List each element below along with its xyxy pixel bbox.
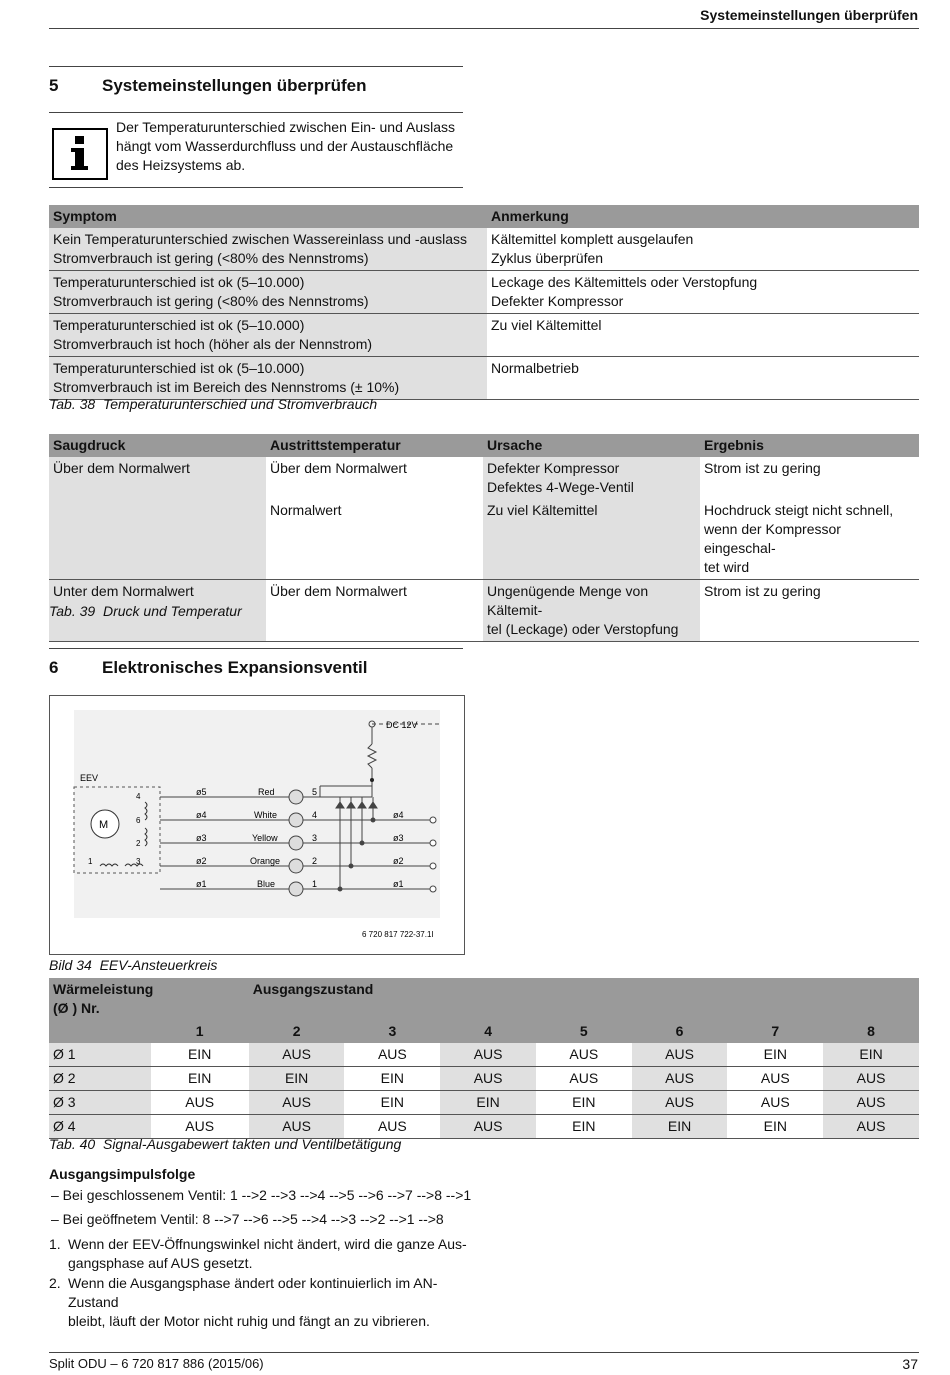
cell-text: tet wird: [704, 559, 750, 575]
col-number: 4: [484, 1023, 492, 1039]
motor-label: M: [99, 819, 109, 831]
table-row: [49, 1067, 919, 1091]
section6-number: 6: [49, 658, 59, 677]
header-rule: [49, 28, 919, 29]
table-40: [49, 978, 919, 1139]
section5-mid-rule: [49, 112, 463, 113]
table-38: [49, 205, 919, 400]
cell-text: AUS: [823, 1067, 919, 1091]
phase-label: ø5: [196, 787, 207, 797]
row-label: Ø 4: [49, 1115, 151, 1139]
figure-code: 6 720 817 722-37.1I: [362, 930, 434, 939]
footer-doc-id: Split ODU – 6 720 817 886 (2015/06): [49, 1356, 264, 1371]
table-row: [49, 314, 919, 357]
dc-label: DC 12V: [386, 720, 418, 730]
phase-label: ø2: [393, 856, 404, 866]
section5-bottom-rule: [49, 187, 463, 188]
cell-text: tel (Leckage) oder Verstopfung: [487, 621, 679, 637]
cell-text: Über dem Normalwert: [266, 457, 483, 499]
wire-label: Red: [258, 787, 275, 797]
cell-text: Temperaturunterschied ist ok (5–10.000): [53, 274, 305, 290]
cell-text: AUS: [727, 1091, 823, 1115]
wire-label: Orange: [250, 856, 281, 866]
cell-text: EIN: [536, 1115, 632, 1139]
list-item: Wenn der EEV-Öffnungswinkel nicht ändert, wird die ganze Aus- gangsphase auf AUS gesetzt.: [68, 1236, 467, 1271]
footer-rule: [49, 1352, 919, 1353]
table-row: [49, 1091, 919, 1115]
phase-label: ø1: [393, 879, 404, 889]
cell-text: EIN: [440, 1091, 536, 1115]
cell-text: EIN: [344, 1091, 440, 1115]
phase-label: ø1: [196, 879, 207, 889]
pin-label: 1: [88, 857, 93, 866]
phase-label: ø3: [393, 833, 404, 843]
table39-header-ergebnis: Ergebnis: [700, 434, 919, 457]
cell-text: Zu viel Kältemittel: [483, 499, 700, 580]
impulse-closed: – Bei geschlossenem Ventil: 1 -->2 -->3 -->4 -->5 -->6 -->7 -->8 -->1: [51, 1187, 472, 1203]
page-number: 37: [902, 1356, 918, 1372]
figure34-caption: Bild 34 EEV-Ansteuerkreis: [49, 957, 218, 973]
table39-caption: Tab. 39 Druck und Temperatur: [49, 603, 242, 619]
section6-title: Elektronisches Expansionsventil: [102, 658, 368, 677]
cell-text: AUS: [823, 1115, 919, 1139]
cell-text: EIN: [823, 1043, 919, 1067]
cell-text: Kältemittel komplett ausgelaufen: [491, 231, 694, 247]
cell-text: AUS: [440, 1115, 536, 1139]
cell-text: Stromverbrauch ist gering (<80% des Nennstroms): [53, 250, 369, 266]
table40-colnums: [49, 1020, 919, 1043]
table-row: [49, 228, 919, 271]
cell-text: AUS: [344, 1115, 440, 1139]
row-label: Ø 2: [49, 1067, 151, 1091]
table40-header-left: Wärmeleistung (Ø ) Nr.: [49, 978, 249, 1020]
cell-text: Defekter Kompressor: [491, 293, 624, 309]
col-number: 5: [579, 1023, 588, 1039]
table38-caption: Tab. 38 Temperaturunterschied und Stromverbrauch: [49, 396, 378, 412]
cell-text: Kein Temperaturunterschied zwischen Wassereinlass und -auslass: [53, 231, 467, 247]
section5-title: Systemeinstellungen überprüfen: [102, 76, 367, 95]
cell-text: Zyklus überprüfen: [491, 250, 604, 266]
list-item-number: 2.: [49, 1275, 61, 1291]
pin-label: 4: [136, 792, 141, 801]
cell-text: Normalbetrieb: [491, 360, 579, 376]
wire-label: Yellow: [252, 833, 278, 843]
cell-text: Stromverbrauch ist gering (<80% des Nennstroms): [53, 293, 369, 309]
table40-caption: Tab. 40 Signal-Ausgabewert takten und Ventilbetätigung: [49, 1136, 402, 1152]
cell-text: EIN: [249, 1067, 345, 1091]
cell-text: Leckage des Kältemittels oder Verstopfung: [491, 274, 758, 290]
cell-text: Ungenügende Menge von Kältemit-: [487, 583, 649, 618]
cell-text: Zu viel Kältemittel: [491, 317, 602, 333]
eev-circuit-figure: [49, 695, 465, 955]
running-header: Systemeinstellungen überprüfen: [700, 7, 918, 23]
pin-label: 6: [136, 816, 141, 825]
connector-number: 2: [312, 856, 318, 866]
section6-top-rule: [49, 648, 463, 649]
table-row: [49, 457, 919, 499]
cell-text: Defektes 4-Wege-Ventil: [487, 479, 634, 495]
list-item: Wenn die Ausgangsphase ändert oder kontinuierlich im AN-Zustand bleibt, läuft der Motor nicht ruhig und fängt an zu vibrieren.: [68, 1275, 438, 1329]
row-label: Ø 1: [49, 1043, 151, 1067]
section5-number: 5: [49, 76, 59, 95]
cell-text: Temperaturunterschied ist ok (5–10.000): [53, 360, 305, 376]
cell-text: AUS: [632, 1043, 728, 1067]
cell-text: EIN: [151, 1043, 249, 1067]
cell-text: AUS: [440, 1067, 536, 1091]
cell-text: Normalwert: [266, 499, 483, 580]
table40-header-right: Ausgangszustand: [249, 978, 919, 1020]
cell-text: AUS: [632, 1091, 728, 1115]
col-number: 8: [867, 1023, 875, 1039]
cell-text: AUS: [249, 1091, 345, 1115]
list-item-number: 1.: [49, 1236, 61, 1252]
cell-text: wenn der Kompressor eingeschal-: [704, 521, 841, 556]
cell-text: EIN: [536, 1091, 632, 1115]
wire-label: White: [254, 810, 278, 820]
table-row: [49, 1115, 919, 1139]
cell-text: EIN: [632, 1115, 728, 1139]
connector-number: 4: [312, 810, 318, 820]
cell-text: Über dem Normalwert: [49, 457, 266, 580]
cell-text: Hochdruck steigt nicht schnell,: [704, 502, 894, 518]
impulse-heading: Ausgangsimpulsfolge: [49, 1166, 196, 1182]
phase-label: ø4: [196, 810, 207, 820]
wire-label: Blue: [257, 879, 276, 889]
connector-number: 5: [312, 787, 318, 797]
cell-text: Strom ist zu gering: [700, 457, 919, 499]
cell-text: Unter dem Normalwert: [49, 580, 266, 642]
cell-text: AUS: [151, 1115, 249, 1139]
cell-text: AUS: [632, 1067, 728, 1091]
connector-number: 1: [312, 879, 318, 889]
table-row: [49, 357, 919, 400]
table39-header-ursache: Ursache: [483, 434, 700, 457]
phase-label: ø4: [393, 810, 404, 820]
col-number: 1: [195, 1023, 204, 1039]
cell-text: Stromverbrauch ist im Bereich des Nennstroms (± 10%): [53, 379, 400, 395]
col-number: 7: [771, 1023, 780, 1039]
eev-label: EEV: [80, 773, 99, 783]
info-icon: [52, 128, 108, 180]
pin-label: 2: [136, 839, 141, 848]
cell-text: AUS: [536, 1043, 632, 1067]
impulse-open: – Bei geöffnetem Ventil: 8 -->7 -->6 -->5 -->4 -->3 -->2 -->1 -->8: [51, 1211, 444, 1227]
cell-text: AUS: [249, 1115, 345, 1139]
cell-text: Über dem Normalwert: [266, 580, 483, 642]
col-number: 2: [292, 1023, 301, 1039]
cell-text: AUS: [823, 1091, 919, 1115]
table-row: [49, 1043, 919, 1067]
cell-text: EIN: [727, 1115, 823, 1139]
cell-text: Defekter Kompressor: [487, 460, 620, 476]
phase-label: ø3: [196, 833, 207, 843]
cell-text: AUS: [249, 1043, 345, 1067]
col-number: 6: [675, 1023, 684, 1039]
cell-text: AUS: [536, 1067, 632, 1091]
cell-text: EIN: [151, 1067, 249, 1091]
table39-header-austrittstemperatur: Austrittstemperatur: [266, 434, 483, 457]
cell-text: AUS: [151, 1091, 249, 1115]
table38-header-anmerkung: Anmerkung: [487, 205, 919, 228]
cell-text: AUS: [727, 1067, 823, 1091]
cell-text: Strom ist zu gering: [700, 580, 919, 642]
cell-text: EIN: [344, 1067, 440, 1091]
table39-header-saugdruck: Saugdruck: [49, 434, 266, 457]
table38-header-symptom: Symptom: [49, 205, 487, 228]
cell-text: Stromverbrauch ist hoch (höher als der Nennstrom): [53, 336, 373, 352]
cell-text: AUS: [344, 1043, 440, 1067]
section5-top-rule: [49, 66, 463, 67]
phase-label: ø2: [196, 856, 207, 866]
table-row: [49, 271, 919, 314]
info-text: Der Temperaturunterschied zwischen Ein- und Auslass hängt vom Wasserdurchfluss und der Austauschfläche des Heizsystems ab.: [116, 119, 456, 173]
row-label: Ø 3: [49, 1091, 151, 1115]
cell-text: AUS: [440, 1043, 536, 1067]
cell-text: EIN: [727, 1043, 823, 1067]
connector-number: 3: [312, 833, 318, 843]
pin-label: 3: [136, 857, 141, 866]
cell-text: Temperaturunterschied ist ok (5–10.000): [53, 317, 305, 333]
col-number: 3: [388, 1023, 397, 1039]
